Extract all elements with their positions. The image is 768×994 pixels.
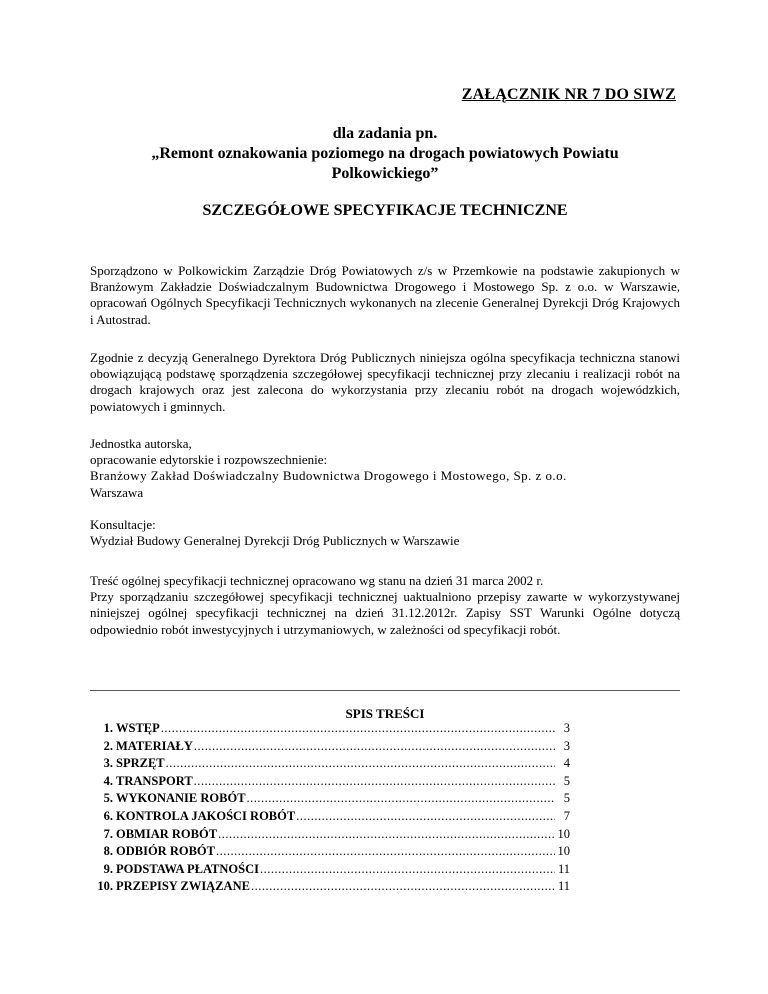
toc-entry-page: 11 [557, 879, 570, 894]
status-date-line: Treść ogólnej specyfikacji technicznej opracowano wg stanu na dzień 31 marca 2002 r. [90, 573, 544, 588]
toc-entry-label: WSTĘP [116, 721, 160, 735]
toc-entry-page: 7 [563, 808, 570, 823]
toc-entry-1[interactable] [86, 720, 570, 738]
toc-entry-label: PODSTAWA PŁATNOŚCI [116, 861, 259, 876]
consultation-body: Wydział Budowy Generalnej Dyrekcji Dróg Publicznych w Warszawie [90, 533, 460, 549]
toc-entry-number: 7. [103, 826, 113, 841]
toc-entry-number: 8. [103, 844, 113, 859]
paragraph-status [90, 573, 680, 638]
spec-title: SZCZEGÓŁOWE SPECYFIKACJE TECHNICZNE [202, 202, 568, 219]
toc-entry-page: 5 [563, 791, 570, 806]
toc-entry-4[interactable] [86, 773, 570, 791]
toc-dot-leader [194, 773, 555, 791]
toc-dot-leader [216, 843, 555, 861]
table-of-contents [86, 720, 570, 896]
toc-entry-number: 5. [103, 791, 113, 806]
toc-dot-leader [166, 755, 555, 773]
task-name-line-2: Polkowickiego” [331, 165, 439, 182]
author-company: Branżowy Zakład Doświadczalny Budownictwa Drogowego i Mostowego, Sp. z o.o. [90, 468, 567, 484]
author-label: Jednostka autorska, [90, 436, 192, 451]
author-city: Warszawa [90, 484, 144, 500]
horizontal-divider [90, 690, 680, 691]
toc-dot-leader [161, 720, 555, 738]
toc-entry-page: 10 [557, 844, 570, 859]
toc-entry-8[interactable] [86, 843, 570, 861]
toc-entry-label: TRANSPORT [116, 773, 193, 788]
toc-entry-9[interactable] [86, 861, 570, 879]
toc-entry-number: 1. [103, 721, 113, 735]
toc-entry-page: 5 [563, 773, 570, 788]
toc-entry-page: 3 [563, 738, 570, 753]
toc-entry-number: 10. [97, 879, 113, 894]
toc-entry-label: MATERIAŁY [116, 738, 193, 753]
toc-entry-number: 9. [103, 861, 113, 876]
toc-entry-page: 10 [557, 826, 570, 841]
toc-entry-page: 11 [557, 861, 570, 876]
task-title-block [90, 124, 680, 184]
toc-entry-7[interactable] [86, 826, 570, 844]
paragraph-decision: Zgodnie z decyzją Generalnego Dyrektora Dróg Publicznych niniejsza ogólna specyfikacja techniczna stanowi obowiązującą podstawę sporządzenia szczegółowej specyfikacji technicznej przy zlecaniu i realizacji robót na drogach krajowych oraz jest zalecona do wykorzystania przy zlecaniu robót na drogach wojewódzkich, powiatowych i gminnych. [90, 350, 680, 414]
toc-entry-6[interactable] [86, 808, 570, 826]
toc-entry-10[interactable] [86, 878, 570, 896]
toc-title: SPIS TREŚCI [345, 706, 425, 721]
toc-entry-number: 4. [103, 773, 113, 788]
toc-entry-label: KONTROLA JAKOŚCI ROBÓT [116, 808, 296, 823]
toc-entry-2[interactable] [86, 738, 570, 756]
toc-dot-leader [218, 826, 555, 844]
toc-entry-label: ODBIÓR ROBÓT [116, 844, 215, 859]
toc-dot-leader [251, 878, 555, 896]
paragraph-source: Sporządzono w Polkowickim Zarządzie Dróg Powiatowych z/s w Przemkowie na podstawie zakupionych w Branżowym Zakładzie Doświadczalnym Budownictwa Drogowego i Mostowego Sp. z o.o. w Warszawie, opracowań Ogólnych Specyfikacji Technicznych wykonanych na zlecenie Generalnej Dyrekcji Dróg Krajowych i Autostrad. [90, 263, 680, 327]
paragraph-consultation [90, 517, 680, 549]
toc-entry-label: WYKONANIE ROBÓT [116, 791, 246, 806]
task-intro: dla zadania pn. [332, 125, 438, 142]
toc-dot-leader [194, 738, 555, 756]
toc-entry-page: 4 [563, 756, 570, 771]
toc-dot-leader [260, 861, 555, 879]
toc-entry-number: 6. [103, 808, 113, 823]
toc-entry-label: PRZEPISY ZWIĄZANE [116, 879, 250, 894]
toc-dot-leader [247, 790, 555, 808]
status-update-text: Przy sporządzaniu szczegółowej specyfikacji technicznej uaktualniono przepisy zawarte w wykorzystywanej niniejszej ogólnej specyfikacji technicznej na dzień 31.12.2012r. Zapisy SST Warunki Ogólne dotyczą odpowiednio robót inwestycyjnych i utrzymaniowych, w zależności od specyfikacji robót. [90, 589, 680, 637]
annex-title: ZAŁĄCZNIK NR 7 DO SIWZ [461, 86, 676, 103]
toc-entry-page: 3 [563, 721, 570, 735]
toc-entry-5[interactable] [86, 790, 570, 808]
paragraph-author [90, 436, 680, 501]
toc-entry-number: 2. [103, 738, 113, 753]
toc-entry-3[interactable] [86, 755, 570, 773]
toc-entry-label: SPRZĘT [116, 756, 165, 771]
toc-entry-label: OBMIAR ROBÓT [116, 826, 218, 841]
toc-dot-leader [296, 808, 555, 826]
toc-entry-number: 3. [103, 756, 113, 771]
consultation-label: Konsultacje: [90, 517, 156, 532]
author-edition-label: opracowanie edytorskie i rozpowszechnienie: [90, 452, 328, 468]
task-name-line-1: „Remont oznakowania poziomego na drogach powiatowych Powiatu [151, 145, 619, 162]
